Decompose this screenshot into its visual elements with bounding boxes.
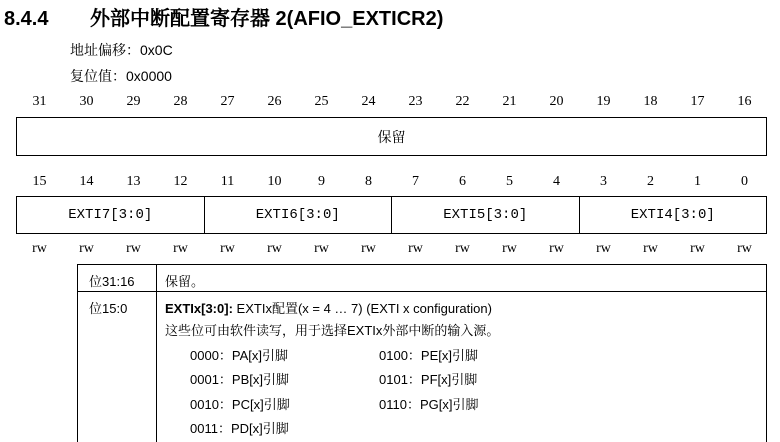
bit-number: 16 — [737, 94, 752, 109]
option-item: 0000：PA[x]引脚 — [190, 348, 289, 363]
access-label: rw — [126, 241, 141, 256]
bit-numbers-high — [16, 94, 768, 112]
bit-number: 30 — [79, 94, 94, 109]
bit-number: 22 — [455, 94, 470, 109]
register-high-reserved — [16, 117, 767, 156]
section-title: 外部中断配置寄存器 2(AFIO_EXTICR2) — [90, 8, 444, 30]
option-item: 0001：PB[x]引脚 — [190, 372, 289, 387]
bit-number: 26 — [267, 94, 282, 109]
bit-number: 18 — [643, 94, 658, 109]
row2-description: 这些位可由软件读写，用于选择EXTIx外部中断的输入源。 — [165, 323, 500, 338]
option-item: 0010：PC[x]引脚 — [190, 397, 290, 412]
bit-number: 29 — [126, 94, 141, 109]
option-item: 0100：PE[x]引脚 — [379, 348, 478, 363]
bit-number: 1 — [694, 174, 701, 189]
row1-text: 保留。 — [165, 274, 205, 289]
access-label: rw — [502, 241, 517, 256]
reserved-label: 保留 — [377, 128, 406, 145]
bit-number: 14 — [79, 174, 94, 189]
bit-number: 4 — [553, 174, 560, 189]
row2-summary-line — [165, 298, 492, 317]
access-label: rw — [643, 241, 658, 256]
bit-number: 9 — [318, 174, 325, 189]
field-name: EXTIx[3:0] — [165, 301, 229, 316]
bit-number: 23 — [408, 94, 423, 109]
row1-bits: 位31:16 — [89, 274, 135, 289]
access-label: rw — [220, 241, 235, 256]
option-item: 0110：PG[x]引脚 — [379, 397, 479, 412]
bit-numbers-low — [16, 174, 768, 192]
bit-number: 0 — [741, 174, 748, 189]
bit-number: 3 — [600, 174, 607, 189]
field-colon: : — [228, 301, 233, 316]
section-heading — [4, 2, 443, 31]
bit-number: 19 — [596, 94, 611, 109]
section-number: 8.4.4 — [4, 8, 49, 30]
access-label: rw — [32, 241, 47, 256]
access-label: rw — [690, 241, 705, 256]
field-exti4: EXTI4[3:0] — [630, 207, 715, 223]
access-label: rw — [314, 241, 329, 256]
bit-number: 7 — [412, 174, 419, 189]
bit-number: 13 — [126, 174, 141, 189]
register-low-fields — [16, 196, 767, 234]
row2-bits: 位15:0 — [89, 301, 128, 316]
access-label: rw — [361, 241, 376, 256]
bit-number: 5 — [506, 174, 513, 189]
bit-number: 17 — [690, 94, 705, 109]
bit-number: 31 — [32, 94, 47, 109]
option-item: 0011：PD[x]引脚 — [190, 421, 289, 436]
bit-number: 21 — [502, 94, 517, 109]
bit-number: 12 — [173, 174, 188, 189]
access-label: rw — [267, 241, 282, 256]
access-label: rw — [596, 241, 611, 256]
reset-value: 复位值：0x0000 — [70, 68, 172, 84]
access-label: rw — [408, 241, 423, 256]
bit-number: 27 — [220, 94, 235, 109]
bit-number: 24 — [361, 94, 376, 109]
access-row — [16, 241, 768, 259]
field-exti5: EXTI5[3:0] — [392, 197, 580, 233]
access-label: rw — [737, 241, 752, 256]
description-table — [77, 264, 767, 442]
bit-number: 6 — [459, 174, 466, 189]
bit-number: 8 — [365, 174, 372, 189]
bit-number: 20 — [549, 94, 564, 109]
bit-number: 28 — [173, 94, 188, 109]
field-exti6: EXTI6[3:0] — [205, 197, 393, 233]
table-divider — [78, 291, 766, 292]
address-offset: 地址偏移：0x0C — [70, 42, 173, 58]
bit-number: 10 — [267, 174, 282, 189]
option-item: 0101：PF[x]引脚 — [379, 372, 478, 387]
bit-number: 11 — [220, 174, 235, 189]
bit-number: 2 — [647, 174, 654, 189]
field-exti7: EXTI7[3:0] — [17, 197, 205, 233]
access-label: rw — [549, 241, 564, 256]
bit-number: 15 — [32, 174, 47, 189]
access-label: rw — [173, 241, 188, 256]
access-label: rw — [79, 241, 94, 256]
bit-number: 25 — [314, 94, 329, 109]
field-summary: EXTIx配置(x = 4 … 7) (EXTI x configuration) — [236, 301, 492, 316]
access-label: rw — [455, 241, 470, 256]
